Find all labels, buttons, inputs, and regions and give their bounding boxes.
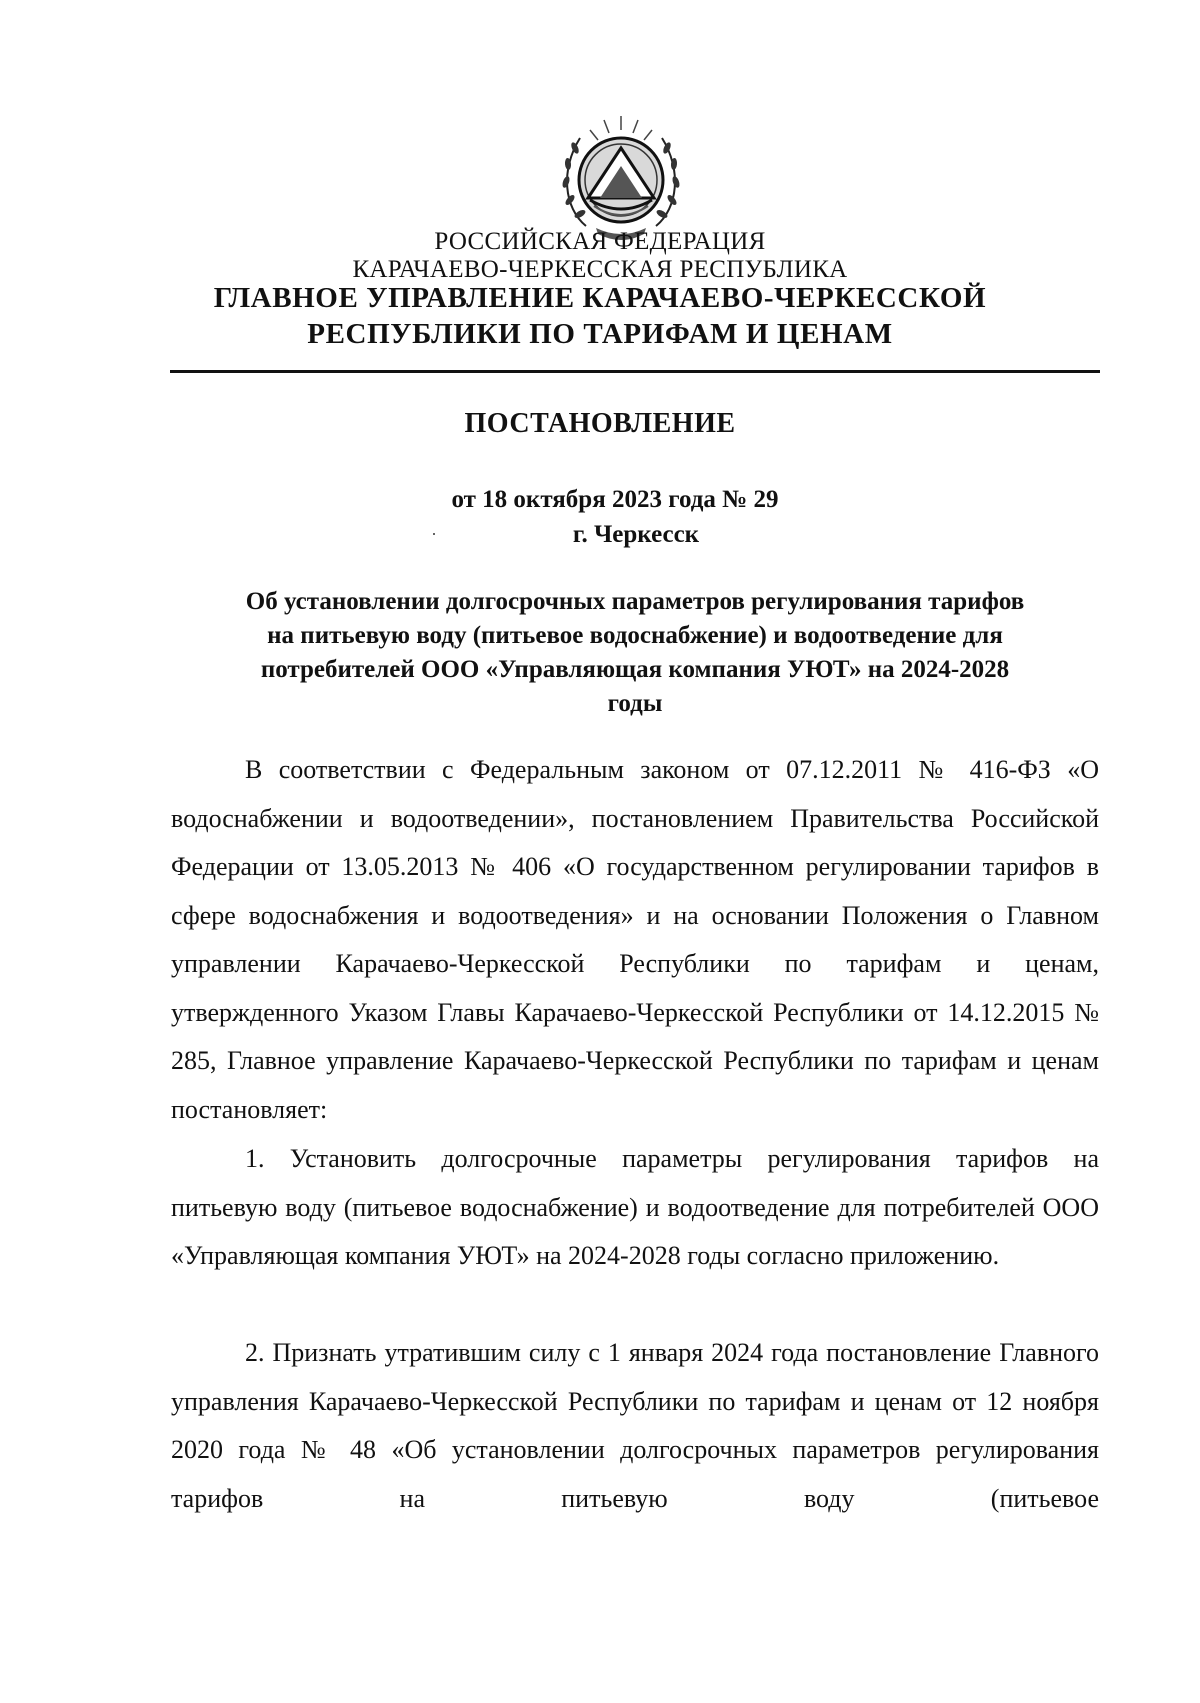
title-line: годы (607, 690, 663, 717)
preamble-text: В соответствии с Федеральным законом от 07.12.2011 № 416-ФЗ «О водоснабжении и водоотведении», постановлением Правительства Российской Федерации от 13.05.2013 № 406 «О государственном регулировании тарифов в сфере водоснабжения и водоотведения» и на основании Положения о Главном управлении Карачаево-Черкесской Республики по тарифам и ценам, утвержденного Указом Главы Карачаево-Черкесской Республики от 14.12.2015 № 285, Главное управление Карачаево-Черкесской Республики по тарифам и ценам постановляет: (171, 755, 1099, 1124)
item-1-paragraph (171, 1135, 1099, 1281)
header-country: РОССИЙСКАЯ ФЕДЕРАЦИЯ (434, 228, 766, 255)
header-agency-line1: ГЛАВНОЕ УПРАВЛЕНИЕ КАРАЧАЕВО-ЧЕРКЕССКОЙ (213, 282, 987, 314)
preamble-paragraph (171, 746, 1099, 1134)
document-date-number: от 18 октября 2023 года № 29 (451, 486, 779, 513)
title-line: потребителей ООО «Управляющая компания УЮТ» на 2024-2028 (260, 656, 1010, 683)
header-agency-line2: РЕСПУБЛИКИ ПО ТАРИФАМ И ЦЕНАМ (307, 318, 893, 350)
coat-of-arms-emblem-icon (556, 108, 686, 246)
item-2-paragraph (171, 1329, 1099, 1523)
title-line: Об установлении долгосрочных параметров регулирования тарифов (245, 588, 1025, 615)
item-1-text: 1. Установить долгосрочные параметры регулирования тарифов на питьевую воду (питьевое водоснабжение) и водоотведение для потребителей ООО «Управляющая компания УЮТ» на 2024-2028 годы согласно приложению. (171, 1144, 1099, 1270)
header-divider (170, 370, 1100, 373)
header-republic: КАРАЧАЕВО-ЧЕРКЕССКАЯ РЕСПУБЛИКА (352, 256, 848, 283)
document-title (170, 585, 1100, 721)
title-line: на питьевую воду (питьевое водоснабжение) и водоотведение для (267, 622, 1003, 649)
document-type: ПОСТАНОВЛЕНИЕ (464, 408, 736, 439)
document-city: г. Черкесск (572, 521, 700, 548)
item-2-text: 2. Признать утратившим силу с 1 января 2024 года постановление Главного управления Карачаево-Черкесской Республики по тарифам и ценам от 12 ноября 2020 года № 48 «Об установлении долгосрочных параметров регулирования тарифов на питьевую воду (питьевое (171, 1338, 1099, 1513)
